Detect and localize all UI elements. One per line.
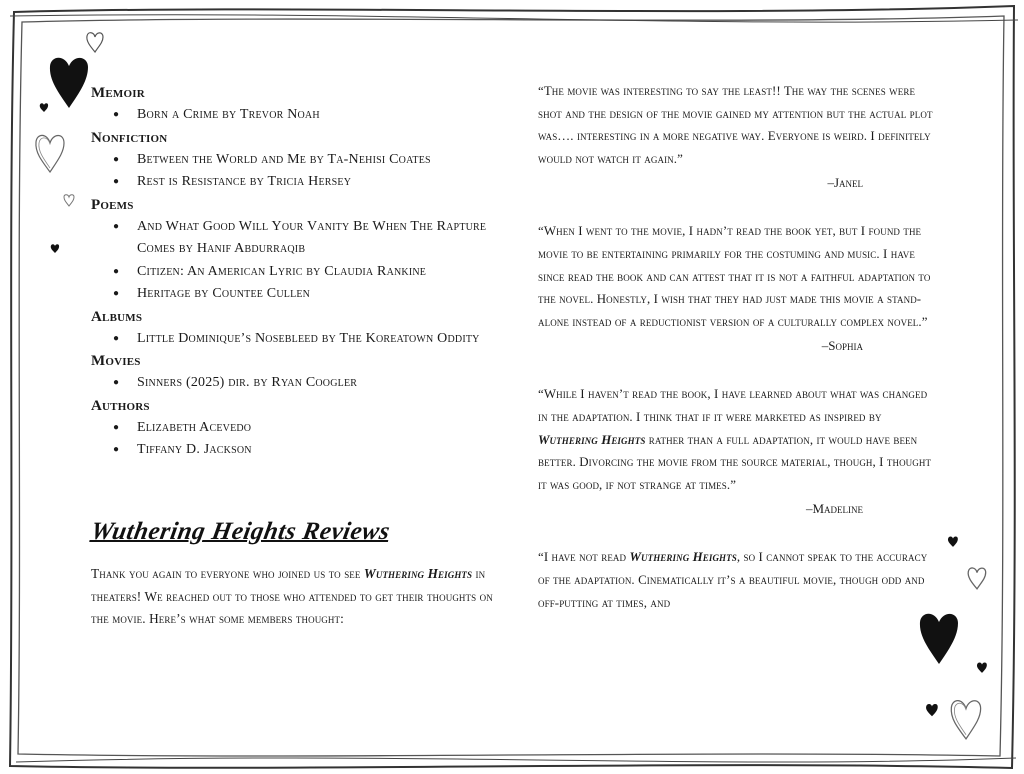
category-albums [91,306,501,351]
category-heading: Memoir [91,85,145,101]
review-text-before: “When I went to the movie, I hadn’t read the book yet, but I found the movie to be entertaining primarily for the costuming and music. I have since read the book and can attest that it is not a faithful adaptation to the novel. Honestly, I wish that they had just made this movie a stand-alone instead of a reductionist version of a culturally complex novel.” [538,224,931,329]
category-heading: Authors [91,397,150,414]
reading-list [91,82,501,462]
category-heading: Poems [91,196,134,213]
heart-outline-icon [948,695,984,741]
category-movies [91,350,501,395]
section-title: Wuthering Heights Reviews [88,518,393,545]
list-item: ● Elizabeth Acevedo [137,417,501,440]
list-item: ● Heritage by Countee Cullen [137,283,501,306]
list-item: ● Little Dominique’s Nosebleed by The Koreatown Oddity [137,328,501,351]
category-memoir [91,82,501,127]
review-text-before: “While I haven’t read the book, I have learned about what was changed in the adaptation. I think that if it were marketed as inspired by [538,387,928,424]
category-list [91,149,501,194]
list-item: ● Born a Crime by Trevor Noah [137,104,501,127]
review-text-after: , so I cannot speak to the accuracy of the adaptation. Cinematically it’s a beautiful movie, though odd and off-putting at times, and [538,550,928,610]
intro-paragraph [91,563,496,631]
review-text [538,80,933,170]
review-fourth [538,546,933,614]
heart-icon [39,102,49,113]
list-item: ● Sinners (2025) dir. by Ryan Coogler [137,372,501,395]
review-text-before: “The movie was interesting to say the least!! The way the scenes were shot and the design of the movie gained my attention but the actual plot was…. interesting in a more negative way. Everyone is weird. I definitely would not watch it again.” [538,84,933,166]
category-heading: Movies [91,353,141,369]
heart-icon [976,661,988,674]
intro-title: Wuthering Heights [363,566,473,581]
review-author: –Janel [827,175,863,191]
category-list [91,417,501,462]
category-list [91,328,501,351]
reviews [538,80,933,614]
review-text [538,383,933,496]
list-item: ● Rest is Resistance by Tricia Hersey [137,171,501,194]
review-text-before: “I have not read [538,550,630,565]
category-heading: Nonfiction [91,129,168,146]
heart-outline-icon [85,30,105,54]
review-sophia [538,220,933,357]
intro-text-after: in theaters! We reached out to those who attended to get their thoughts on the movie. Here’s what some members thought: [91,566,493,627]
category-authors [91,395,501,462]
heart-outline-icon [33,130,67,174]
heart-icon [918,608,960,666]
list-item: ● Tiffany D. Jackson [137,439,501,462]
list-item: ● Between the World and Me by Ta-Nehisi Coates [137,149,501,172]
list-item: ● Citizen: An American Lyric by Claudia Rankine [137,261,501,284]
review-text [538,220,933,333]
review-text-after: rather than a full adaptation, it would have been better. Divorcing the movie from the source material, though, I thought it was good, if not strange at times.” [538,432,932,492]
heart-icon [925,702,939,718]
heart-outline-icon [966,565,988,591]
heart-icon [50,243,60,254]
review-author: –Sophia [821,338,863,354]
review-title: Wuthering Heights [538,432,646,447]
intro-text-before: Thank you again to everyone who joined us to see [91,566,364,581]
category-list [91,104,501,127]
category-nonfiction [91,127,501,194]
review-janel [538,80,933,194]
list-item: ● And What Good Will Your Vanity Be When The Rapture Comes by Hanif Abdurraqib [137,216,501,261]
category-list [91,216,501,306]
heart-outline-icon [63,193,75,207]
heart-icon [48,52,90,110]
review-author: –Madeline [805,501,863,517]
category-heading: Albums [91,308,143,325]
heart-icon [947,535,959,548]
category-list [91,372,501,395]
review-title: Wuthering Heights [629,550,737,565]
category-poems [91,194,501,306]
review-madeline [538,383,933,520]
review-text [538,546,933,614]
